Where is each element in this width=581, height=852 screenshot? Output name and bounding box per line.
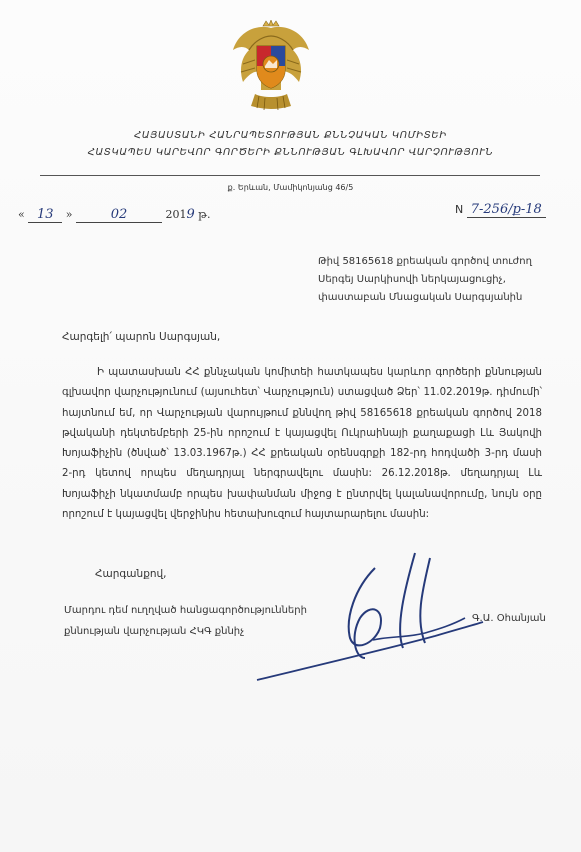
recipient-line2: Սերգեյ Սարկիսովի ներկայացուցիչ, <box>318 274 506 285</box>
date-day: 13 <box>36 207 54 222</box>
signatory-title-line1: Մարդու դեմ ուղղված հանցագործությունների <box>64 605 307 616</box>
recipient-line1: Թիվ 58165618 քրեական գործով տուժող <box>318 256 532 267</box>
date-close-quote: » <box>65 208 73 221</box>
date-year-prefix: 201 <box>165 208 187 221</box>
date-month: 02 <box>110 207 128 222</box>
signatory-name: Գ.Ա. Օհանյան <box>472 613 546 624</box>
date-year-hand: 9 <box>186 207 195 222</box>
agency-address: ք. Երևան, Մամիկոնյանց 46/5 <box>227 183 354 192</box>
date-suffix: թ. <box>198 208 211 221</box>
letter-body: Ի պատասխան ՀՀ քննչական կոմիտեի հատկապես կարևոր գործերի քննության գլխավոր վարչությունում (այսուհետ՝ Վարչություն) ստացված Ձեր՝ 11.02.2019թ. դիմումի՝ հայտնում եմ, որ Վարչության վարույթում քննվող թիվ 58165618 քրեական գործով 2018 թվականի դեկտեմբերի 25-ին որոշում է կայացվել Ուկրաինայի քաղաքացի Լև Յակովի Խոյաֆիչին (ծնված՝ 13.03.1967թ.) ՀՀ քրեական օրենսգրքի 182-րդ հոդվածի 3-րդ մասի 2-րդ կետով որպես մեղադրյալ ներգրավելու մասին: 26.12.2018թ. մեղադրյալ Լև Խոյաֆիչի նկատմամբ որպես խափանման միջոց է ընտրվել կալանավորումը, նույն օրը որոշում է կայացվել վերջինիս հետախուզում հայտարարելու մասին: <box>62 367 542 521</box>
coat-of-arms-emblem <box>229 20 313 112</box>
signatory-title-line2: քննության վարչության ՀԿԳ քննիչ <box>64 626 245 637</box>
agency-name-line1: ՀԱՅԱՍՏԱՆԻ ՀԱՆՐԱՊԵՏՈՒԹՅԱՆ ՔՆՆՉԱԿԱՆ ԿՈՄԻՏԵԻ <box>134 130 447 141</box>
date-month-field <box>76 207 162 223</box>
recipient-line3: փաստաբան Մնացական Սարգսյանին <box>318 292 523 303</box>
header-divider <box>40 175 540 176</box>
closing-regards: Հարգանքով, <box>95 568 167 580</box>
document-number <box>455 202 546 217</box>
agency-name-line2: ՀԱՏԿԱՊԵՍ ԿԱՐԵՎՈՐ ԳՈՐԾԵՐԻ ՔՆՆՈՒԹՅԱՆ ԳԼԽԱՎՈՐ ՎԱՐՉՈՒԹՅՈՒՆ <box>87 147 494 158</box>
handwritten-signature <box>255 548 485 688</box>
salutation: Հարգելի՛ պարոն Սարգսյան, <box>62 331 221 343</box>
letter-date <box>18 207 210 223</box>
recipient-block <box>318 253 532 307</box>
document-number-prefix: N <box>455 203 464 216</box>
date-open-quote: « <box>18 208 25 221</box>
document-number-value: 7-256/ք-18 <box>467 202 546 218</box>
date-day-field <box>28 207 62 223</box>
